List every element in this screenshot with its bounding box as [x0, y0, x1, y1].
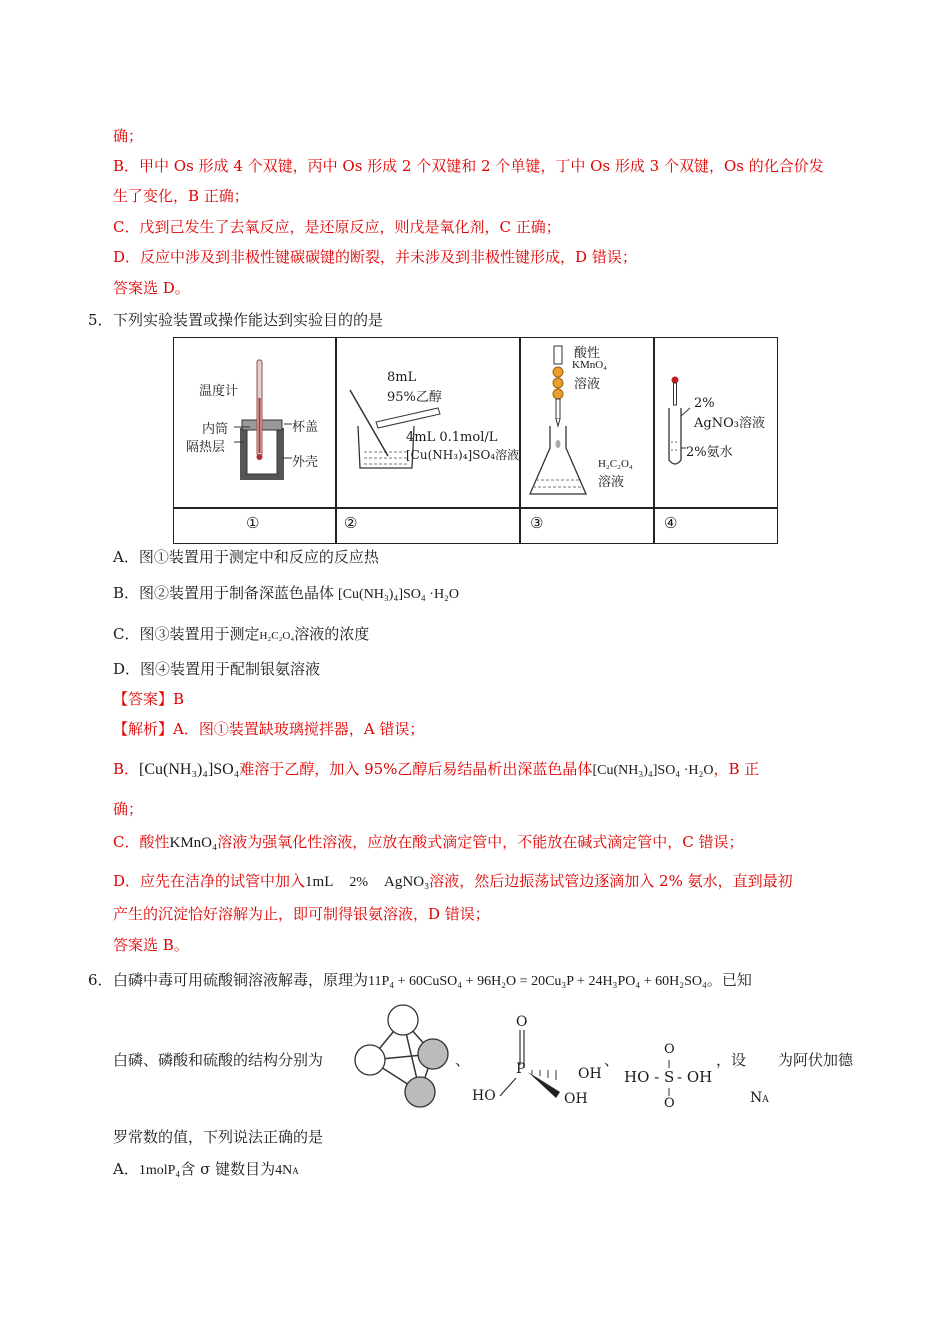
label-solution: 溶液: [574, 377, 601, 392]
apparatus-figure-table: [173, 337, 778, 544]
h3po4-oh1: OH: [578, 1066, 602, 1082]
label-ethanol: 95%乙醇: [387, 390, 442, 405]
analysis-b: B．[Cu(NH₃)₄]SO₄难溶于乙醇，加入 95%乙醇后易结晶析出深蓝色晶体[Cu(NH₃)₄]SO₄ ·H₂O，B 正: [113, 760, 760, 778]
set-text: ，设: [716, 1051, 747, 1069]
text-line: 生了变化，B 正确；: [113, 187, 249, 205]
label-shell: 外壳: [292, 455, 319, 470]
label-solution2: 溶液: [598, 475, 625, 490]
h3po4-p: P: [516, 1061, 526, 1077]
na-tail: 为阿伏加德: [778, 1051, 854, 1069]
text-line: B．甲中 Os 形成 4 个双键，丙中 Os 形成 2 个双键和 2 个单键，丁中 Os 形成 3 个双键，Os 的化合价发: [113, 157, 824, 175]
label-kmno4: KMnO₄: [572, 359, 608, 371]
label-thermometer: 温度计: [199, 384, 239, 399]
question-stem: 白磷中毒可用硫酸铜溶液解毒，原理为11P₄ + 60CuSO₄ + 96H₂O = 20Cu₃P + 24H₃PO₄ + 60H₂SO₄。已知: [113, 971, 752, 989]
h3po4-ho: HO: [472, 1088, 496, 1104]
question-number: 5．: [88, 311, 113, 329]
label-2pct: 2%: [694, 396, 715, 411]
question-stem: 下列实验装置或操作能达到实验目的的是: [113, 311, 384, 329]
separator: 、: [455, 1051, 471, 1069]
beaker-diagram: [336, 338, 519, 506]
option-b: B．图②装置用于制备深蓝色晶体 [Cu(NH₃)₄]SO₄ ·H₂O: [113, 584, 460, 602]
option-a: A．1molP₄含 σ 键数目为4NA: [113, 1160, 299, 1178]
analysis-d: D．应先在洁净的试管中加入1mL 2% AgNO₃溶液，然后边振荡试管边逐滴加入 2% 氨水，直到最初: [113, 872, 793, 890]
answer: 【答案】B: [113, 690, 185, 708]
white-phosphorus-structure: [345, 1000, 455, 1112]
label-cu-complex: [Cu(NH₃)₄]SO₄溶液: [406, 448, 520, 462]
h2so4-o-top: O: [664, 1042, 675, 1057]
label-inner-cup: 内筒: [202, 422, 229, 437]
analysis-d-cont: 产生的沉淀恰好溶解为止，即可制得银氨溶液，D 错误；: [113, 905, 490, 923]
option-d: D．图④装置用于配制银氨溶液: [113, 660, 321, 678]
h2so4-s: S: [664, 1068, 675, 1086]
label-4ml: 4mL 0.1mol/L: [406, 430, 498, 445]
structure-intro: 白磷、磷酸和硫酸的结构分别为: [113, 1051, 324, 1069]
h2so4-bonds: [660, 1056, 680, 1106]
label-oxalic: H₂C₂O₄: [598, 458, 633, 470]
figure-number-3: ③: [530, 514, 544, 532]
h3po4-oh2: OH: [564, 1091, 588, 1107]
question-stem-cont: 罗常数的值，下列说法正确的是: [113, 1128, 324, 1146]
text-line: 答案选 D。: [113, 279, 190, 297]
analysis-c: C．酸性KMnO₄溶液为强氧化性溶液，应放在酸式滴定管中，不能放在碱式滴定管中，C 错误；: [113, 833, 744, 851]
text-line: D．反应中涉及到非极性键碳碳键的断裂，并未涉及到非极性键形成，D 错误；: [113, 248, 637, 266]
option-c: C．图③装置用于测定H₂C₂O₄溶液的浓度: [113, 625, 370, 643]
label-acidic: 酸性: [574, 346, 601, 361]
label-lid: 杯盖: [292, 420, 319, 435]
text-line: 确；: [113, 127, 144, 145]
analysis-a: 【解析】A．图①装置缺玻璃搅拌器，A 错误；: [113, 720, 425, 738]
separator: 、: [604, 1051, 620, 1069]
text-line: C．戊到己发生了去氧反应，是还原反应，则戊是氧化剂，C 正确；: [113, 218, 561, 236]
figure-number-4: ④: [664, 514, 678, 532]
option-a: A．图①装置用于测定中和反应的反应热: [113, 548, 379, 566]
label-insulation: 隔热层: [186, 440, 226, 455]
analysis-b-cont: 确；: [113, 800, 144, 818]
h2so4-ho: HO -: [624, 1068, 660, 1086]
label-agno3: AgNO₃溶液: [694, 416, 765, 431]
h2so4-oh: - OH: [677, 1068, 713, 1086]
final-answer: 答案选 B。: [113, 936, 189, 954]
figure-number-2: ②: [344, 514, 358, 532]
h3po4-o: O: [516, 1014, 528, 1030]
question-number: 6．: [88, 971, 113, 989]
label-ammonia: 2%氨水: [686, 445, 733, 460]
figure-number-1: ①: [246, 514, 260, 532]
na-symbol: NA: [750, 1090, 769, 1106]
h2so4-o-bottom: O: [664, 1096, 675, 1111]
label-8ml: 8mL: [387, 370, 417, 385]
